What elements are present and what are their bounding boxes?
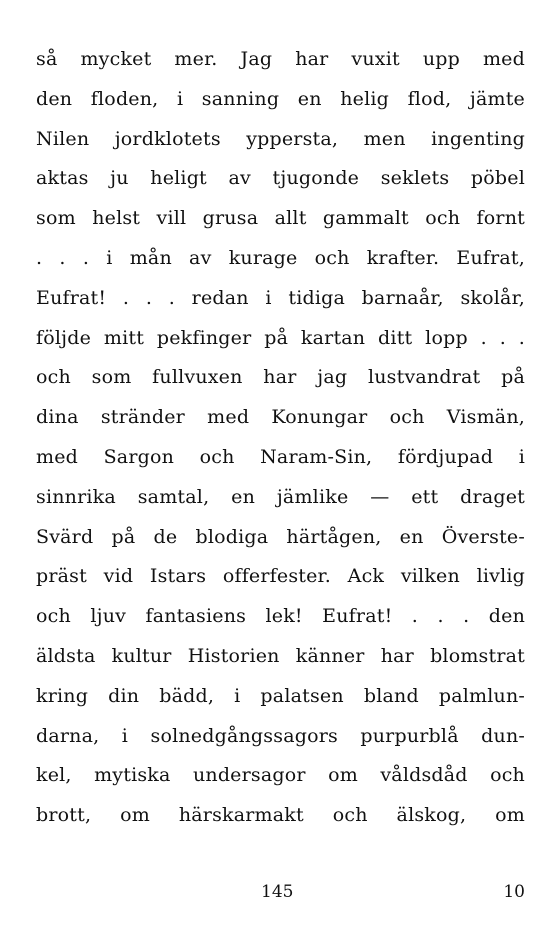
text-line-4: aktas ju heligt av tjugonde seklets pöbel — [36, 167, 525, 190]
text-line-16: äldsta kultur Historien känner har blomstrat — [36, 644, 525, 667]
text-line-6: . . . i mån av kurage och krafter. Eufrat, — [36, 246, 525, 269]
text-line-8: följde mitt pekfinger på kartan ditt lopp . . . — [36, 326, 525, 349]
body-text — [36, 40, 525, 836]
text-line-18: darna, i solnedgångssagors purpurblå dun- — [36, 724, 525, 747]
text-line-11: med Sargon och Naram-Sin, fördjupad i — [36, 445, 525, 468]
text-line-7: Eufrat! . . . redan i tidiga barnaår, skolår, — [36, 286, 525, 309]
page-number: 145 — [261, 882, 294, 902]
text-line-19: kel, mytiska undersagor om våldsdåd och — [36, 764, 525, 787]
text-line-3: Nilen jordklotets yppersta, men ingenting — [36, 127, 525, 150]
text-line-5: som helst vill grusa allt gammalt och fornt — [36, 207, 525, 230]
text-line-17: kring din bädd, i palatsen bland palmlun- — [36, 684, 525, 707]
page-footer — [36, 878, 525, 906]
signature-mark: 10 — [503, 882, 525, 902]
text-line-20: brott, om härskarmakt och älskog, om — [36, 804, 525, 827]
text-line-10: dina stränder med Konungar och Vismän, — [36, 406, 525, 429]
text-line-2: den floden, i sanning en helig flod, jämte — [36, 87, 525, 110]
text-line-12: sinnrika samtal, en jämlike — ett draget — [36, 485, 525, 508]
text-line-9: och som fullvuxen har jag lustvandrat på — [36, 366, 525, 389]
text-line-13: Svärd på de blodiga härtågen, en Överste- — [36, 525, 525, 548]
text-line-1: så mycket mer. Jag har vuxit upp med — [36, 48, 525, 70]
text-line-14: präst vid Istars offerfester. Ack vilken livlig — [36, 565, 525, 588]
text-line-15: och ljuv fantasiens lek! Eufrat! . . . den — [36, 605, 525, 628]
